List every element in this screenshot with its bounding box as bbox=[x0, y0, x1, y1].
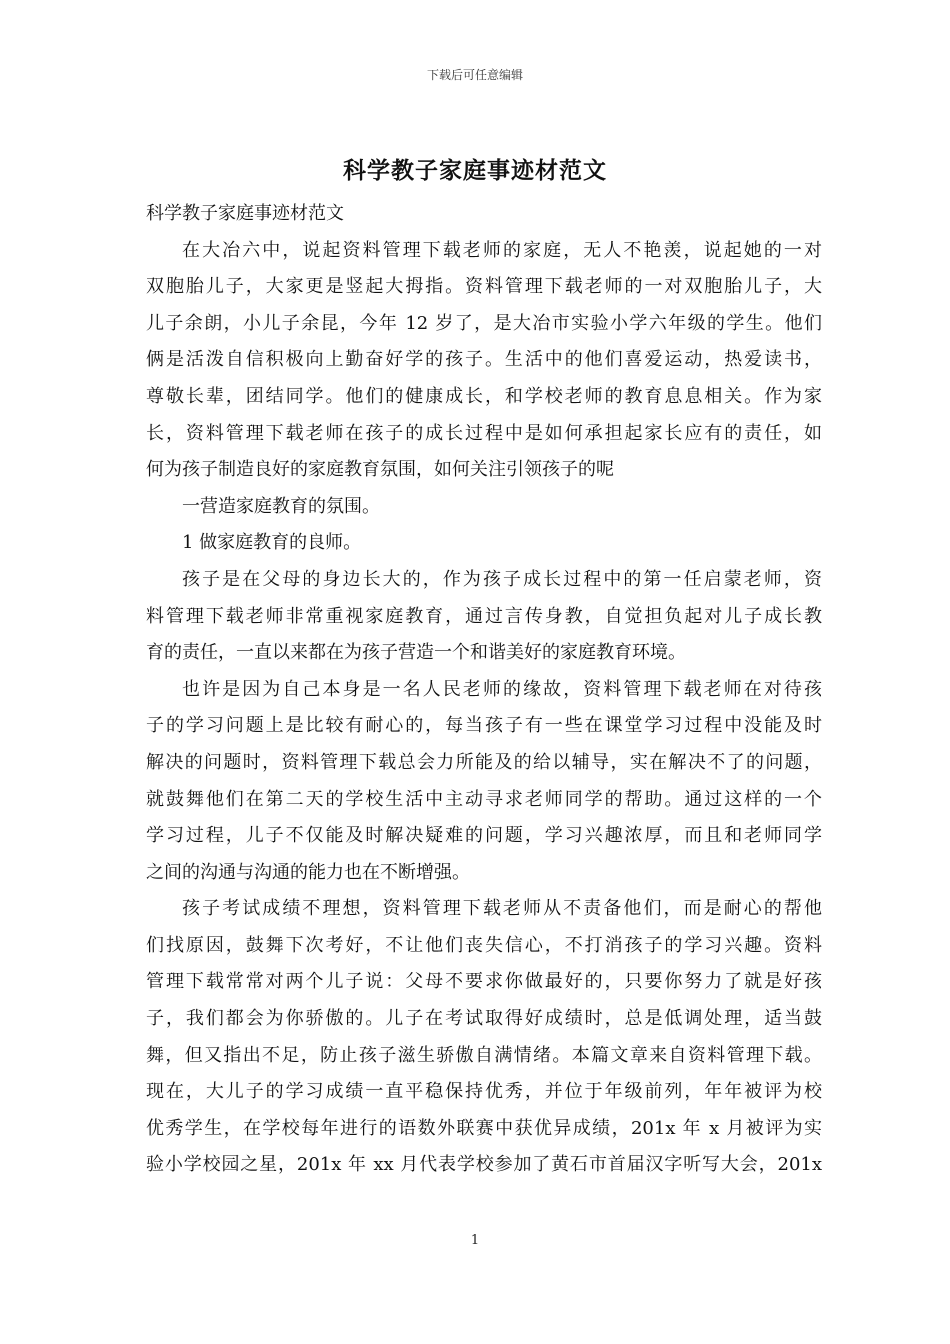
text-line: 双胞胎儿子，大家更是竖起大拇指。资料管理下载老师的一对双胞胎儿子，大 bbox=[146, 276, 822, 298]
text-line: 料管理下载老师非常重视家庭教育，通过言传身教，自觉担负起对儿子成长教 bbox=[146, 605, 822, 627]
text-line: 优秀学生，在学校每年进行的语数外联赛中获优异成绩，201x 年 x 月被评为实 bbox=[146, 1117, 822, 1139]
text-line: 管理下载常常对两个儿子说：父母不要求你做最好的，只要你努力了就是好孩 bbox=[146, 971, 822, 993]
text-line: 们找原因，鼓舞下次考好，不让他们丧失信心，不打消孩子的学习兴趣。资料 bbox=[146, 934, 822, 956]
text-line: 现在，大儿子的学习成绩一直平稳保持优秀，并位于年级前列，年年被评为校 bbox=[146, 1081, 822, 1103]
text-line: 就鼓舞他们在第二天的学校生活中主动寻求老师同学的帮助。通过这样的一个 bbox=[146, 788, 822, 810]
text-line: 孩子考试成绩不理想，资料管理下载老师从不责备他们，而是耐心的帮他 bbox=[182, 898, 822, 920]
text-line: 长，资料管理下载老师在孩子的成长过程中是如何承担起家长应有的责任，如 bbox=[146, 422, 822, 444]
text-line: 1 做家庭教育的良师。 bbox=[182, 532, 362, 554]
text-line: 学习过程，儿子不仅能及时解决疑难的问题，学习兴趣浓厚，而且和老师同学 bbox=[146, 825, 822, 847]
text-line: 孩子是在父母的身边长大的，作为孩子成长过程中的第一任启蒙老师，资 bbox=[182, 568, 822, 590]
page-header: 下载后可任意编辑 bbox=[426, 68, 523, 82]
text-line: 俩是活泼自信积极向上勤奋好学的孩子。生活中的他们喜爱运动，热爱读书， bbox=[146, 349, 822, 371]
document-body bbox=[146, 196, 822, 1184]
text-line: 在大冶六中，说起资料管理下载老师的家庭，无人不艳羡，说起她的一对 bbox=[182, 239, 822, 261]
text-line: 也许是因为自己本身是一名人民老师的缘故，资料管理下载老师在对待孩 bbox=[182, 678, 822, 700]
text-line: 舞，但又指出不足，防止孩子滋生骄傲自满情绪。本篇文章来自资料管理下载。 bbox=[146, 1044, 822, 1066]
text-line: 儿子余朗，小儿子余昆，今年 12 岁了，是大冶市实验小学六年级的学生。他们 bbox=[146, 312, 822, 334]
page-number: 1 bbox=[470, 1233, 480, 1248]
text-line: 育的责任，一直以来都在为孩子营造一个和谐美好的家庭教育环境。 bbox=[146, 642, 686, 664]
text-line: 科学教子家庭事迹材范文 bbox=[146, 203, 344, 224]
text-line: 子，我们都会为你骄傲的。儿子在考试取得好成绩时，总是低调处理，适当鼓 bbox=[146, 1008, 822, 1030]
text-line: 尊敬长辈，团结同学。他们的健康成长，和学校老师的教育息息相关。作为家 bbox=[146, 385, 822, 407]
text-line: 验小学校园之星，201x 年 xx 月代表学校参加了黄石市首届汉字听写大会，201x bbox=[146, 1154, 822, 1176]
text-line: 之间的沟通与沟通的能力也在不断增强。 bbox=[146, 861, 470, 883]
text-line: 一营造家庭教育的氛围。 bbox=[182, 495, 380, 517]
document-title: 科学教子家庭事迹材范文 bbox=[343, 158, 607, 184]
text-line: 解决的问题时，资料管理下载总会力所能及的给以辅导，实在解决不了的问题， bbox=[146, 751, 822, 773]
text-line: 何为孩子制造良好的家庭教育氛围，如何关注引领孩子的呢 bbox=[146, 459, 614, 481]
text-line: 子的学习问题上是比较有耐心的，每当孩子有一些在课堂学习过程中没能及时 bbox=[146, 715, 822, 737]
